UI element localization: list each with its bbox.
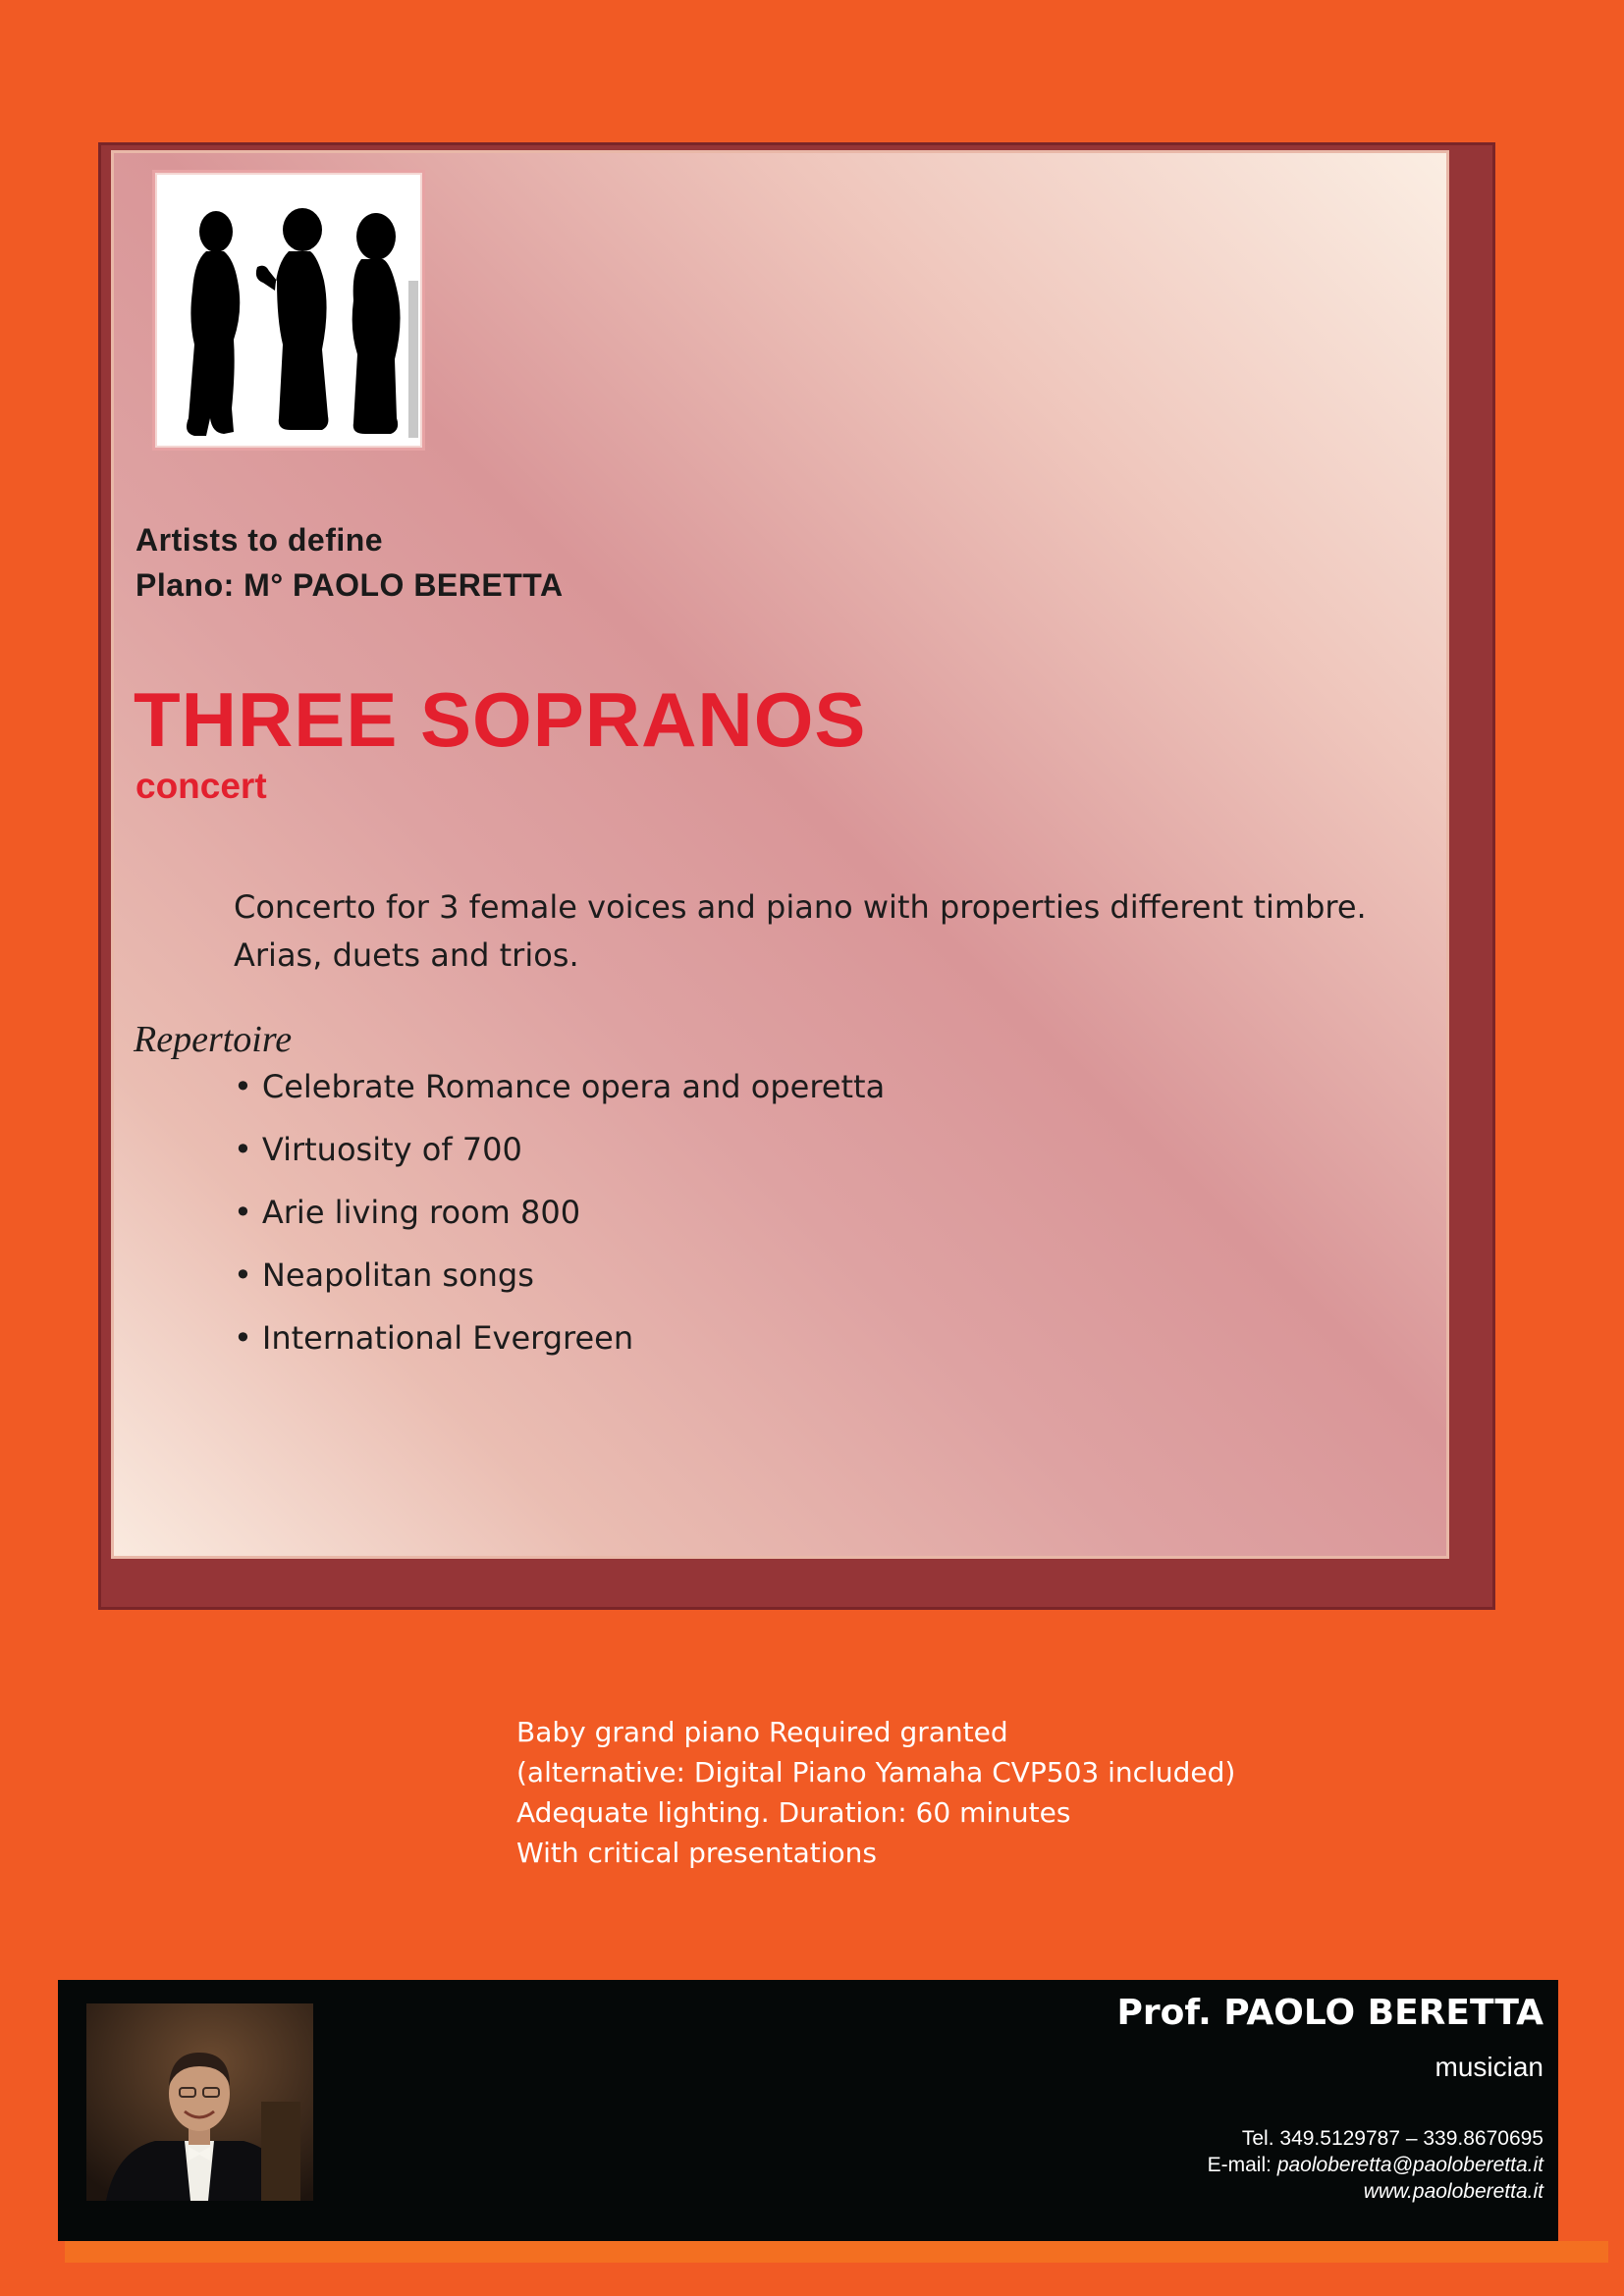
- bullet-icon: •: [234, 1131, 252, 1168]
- concert-title: THREE SOPRANOS: [134, 676, 867, 763]
- repertoire-item-text: Arie living room 800: [261, 1194, 581, 1231]
- repertoire-item-text: Celebrate Romance opera and operetta: [261, 1068, 886, 1105]
- contact-block: [1208, 2125, 1543, 2205]
- repertoire-list: [234, 1063, 885, 1377]
- repertoire-item-text: International Evergreen: [261, 1319, 634, 1357]
- email-line: [1208, 2152, 1543, 2178]
- requirement-line: With critical presentations: [516, 1837, 877, 1869]
- description-line: Arias, duets and trios.: [234, 936, 579, 974]
- musician-role: musician: [1435, 2052, 1543, 2082]
- bullet-icon: •: [234, 1256, 252, 1294]
- email-link[interactable]: paoloberetta@paoloberetta.it: [1276, 2154, 1543, 2176]
- website-link[interactable]: www.paoloberetta.it: [1363, 2180, 1543, 2203]
- artists-block: [135, 517, 564, 608]
- footer-strip: [65, 2241, 1608, 2263]
- repertoire-item: [234, 1063, 885, 1126]
- website-line: [1208, 2178, 1543, 2205]
- sopranos-silhouette-logo: [152, 170, 425, 451]
- requirement-line: Baby grand piano Required granted: [516, 1716, 1008, 1748]
- concert-description: [234, 883, 1367, 980]
- repertoire-item-text: Virtuosity of 700: [261, 1131, 522, 1168]
- bullet-icon: •: [234, 1068, 252, 1105]
- repertoire-item: [234, 1314, 885, 1377]
- repertoire-item: [234, 1252, 885, 1314]
- bullet-icon: •: [234, 1319, 252, 1357]
- repertoire-item: [234, 1126, 885, 1189]
- bullet-icon: •: [234, 1194, 252, 1231]
- requirement-line: Adequate lighting. Duration: 60 minutes: [516, 1796, 1071, 1829]
- description-line: Concerto for 3 female voices and piano with properties different timbre.: [234, 888, 1367, 926]
- repertoire-label: Repertoire: [134, 1019, 293, 1060]
- email-label: E-mail:: [1207, 2154, 1272, 2176]
- phone-numbers: Tel. 349.5129787 – 339.8670695: [1241, 2127, 1543, 2150]
- piano-line: Plano: M° PAOLO BERETTA: [135, 567, 564, 603]
- repertoire-item-text: Neapolitan songs: [261, 1256, 534, 1294]
- artists-line: Artists to define: [135, 522, 384, 558]
- concert-subtitle: concert: [135, 766, 267, 806]
- requirements-block: [516, 1712, 1235, 1873]
- repertoire-item: [234, 1189, 885, 1252]
- musician-name: Prof. PAOLO BERETTA: [1116, 1993, 1543, 2033]
- requirement-line: (alternative: Digital Piano Yamaha CVP503 included): [516, 1756, 1236, 1789]
- musician-photo: [86, 2003, 313, 2201]
